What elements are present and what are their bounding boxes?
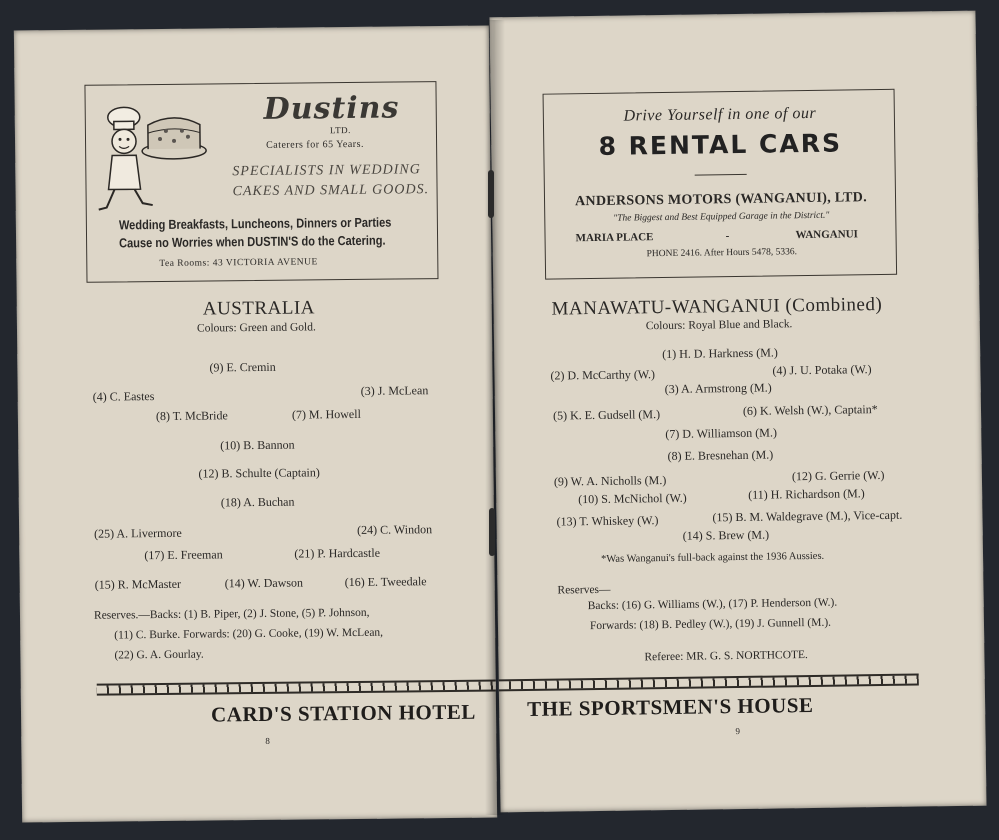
page-number-right: 9 <box>735 726 741 737</box>
player-16: (16) E. Tweedale <box>344 574 427 590</box>
dustins-spec-line2: CAKES AND SMALL GOODS. <box>232 182 430 200</box>
reserves-line2: (11) C. Burke. Forwards: (20) G. Cooke, (19) W. McLean, <box>114 626 384 642</box>
player-2: (2) D. McCarthy (W.) <box>550 367 656 383</box>
player-14-mw: (14) S. Brew (M.) <box>682 527 770 543</box>
rental-cars-advertisement <box>543 89 898 280</box>
rental-dash: - <box>725 230 730 243</box>
player-14: (14) W. Dawson <box>224 575 304 591</box>
player-9: (9) E. Cremin <box>209 359 276 375</box>
rental-divider <box>695 174 747 176</box>
dustins-advertisement <box>84 81 438 283</box>
dustins-spec-line1: SPECIALISTS IN WEDDING <box>232 162 421 180</box>
rental-city: WANGANUI <box>795 228 858 242</box>
player-4-mw: (4) J. U. Potaka (W.) <box>772 362 872 378</box>
rental-place: MARIA PLACE <box>575 231 654 245</box>
dustins-brand: Dustins <box>263 90 400 127</box>
player-12-mw: (12) G. Gerrie (W.) <box>791 467 885 484</box>
reserves-backs: Backs: (16) G. Williams (W.), (17) P. Henderson (W.). <box>587 596 838 613</box>
player-9-mw: (9) W. A. Nicholls (M.) <box>553 473 667 489</box>
player-1: (1) H. D. Harkness (M.) <box>662 345 778 362</box>
staple-bottom <box>489 508 495 556</box>
chain-border-right <box>499 674 919 692</box>
reserves-line3: (22) G. A. Gourlay. <box>114 648 204 662</box>
player-7: (7) M. Howell <box>291 406 361 422</box>
player-8: (8) T. McBride <box>155 408 228 424</box>
referee: Referee: MR. G. S. NORTHCOTE. <box>644 649 808 664</box>
player-18: (18) A. Buchan <box>220 494 295 510</box>
dustins-line1: Wedding Breakfasts, Luncheons, Dinners or Parties <box>118 214 392 233</box>
dustins-line2: Cause no Worries when DUSTIN'S do the Catering. <box>119 232 386 251</box>
rental-big-line: 8 RENTAL CARS <box>598 128 843 161</box>
rental-phone: PHONE 2416. After Hours 5478, 5336. <box>646 247 798 260</box>
player-15-mw: (15) B. M. Waldegrave (M.), Vice-capt. <box>712 507 903 525</box>
player-5: (5) K. E. Gudsell (M.) <box>552 407 661 423</box>
player-10: (10) B. Bannon <box>220 437 295 453</box>
player-13: (13) T. Whiskey (W.) <box>556 513 659 529</box>
team-name-manawatu: MANAWATU-WANGANUI (Combined) <box>551 293 883 320</box>
player-6: (6) K. Welsh (W.), Captain* <box>742 402 878 418</box>
baker-illustration-icon <box>94 102 215 223</box>
chain-border-left <box>97 679 497 695</box>
player-17: (17) E. Freeman <box>144 547 223 563</box>
reserves-line1: Reserves.—Backs: (1) B. Piper, (2) J. Stone, (5) P. Johnson, <box>93 606 370 622</box>
rental-drive-line: Drive Yourself in one of our <box>623 104 817 125</box>
reserves-title: Reserves— <box>557 583 611 597</box>
team-name-australia: AUSTRALIA <box>202 297 316 320</box>
player-11: (11) H. Richardson (M.) <box>748 486 865 502</box>
dustins-tea-rooms: Tea Rooms: 43 VICTORIA AVENUE <box>159 257 318 269</box>
dustins-brand-suffix: LTD. <box>329 124 351 136</box>
footer-sportsmens-house: THE SPORTSMEN'S HOUSE <box>526 692 814 721</box>
right-page <box>489 11 986 813</box>
dustins-tagline: Caterers for 65 Years. <box>266 138 365 151</box>
staple-top <box>488 170 494 218</box>
reserves-forwards: Forwards: (18) B. Pedley (W.), (19) J. Gunnell (M.). <box>589 616 832 633</box>
footer-hotel-name: CARD'S STATION HOTEL <box>210 699 476 727</box>
left-page <box>14 26 497 823</box>
team-note: *Was Wanganui's full-back against the 1936 Aussies. <box>600 550 825 565</box>
player-7-mw: (7) D. Williamson (M.) <box>665 425 778 442</box>
team-colours-manawatu: Colours: Royal Blue and Black. <box>645 318 793 333</box>
player-15: (15) R. McMaster <box>94 576 182 592</box>
team-colours-australia: Colours: Green and Gold. <box>196 321 316 335</box>
player-4: (4) C. Eastes <box>92 389 155 404</box>
player-21: (21) P. Hardcastle <box>294 545 381 561</box>
rental-garage-name: ANDERSONS MOTORS (WANGANUI), LTD. <box>574 190 868 210</box>
booklet-spine <box>485 20 505 815</box>
rental-quote: "The Biggest and Best Equipped Garage in the District." <box>613 210 830 224</box>
player-3-mw: (3) A. Armstrong (M.) <box>664 380 772 397</box>
player-3: (3) J. McLean <box>360 383 429 398</box>
page-number-left: 8 <box>265 735 270 746</box>
player-12: (12) B. Schulte (Captain) <box>198 465 320 481</box>
player-10-mw: (10) S. McNichol (W.) <box>578 490 687 507</box>
player-25: (25) A. Livermore <box>94 525 182 541</box>
player-8-mw: (8) E. Bresnehan (M.) <box>667 447 774 463</box>
player-24: (24) C. Windon <box>357 522 433 537</box>
